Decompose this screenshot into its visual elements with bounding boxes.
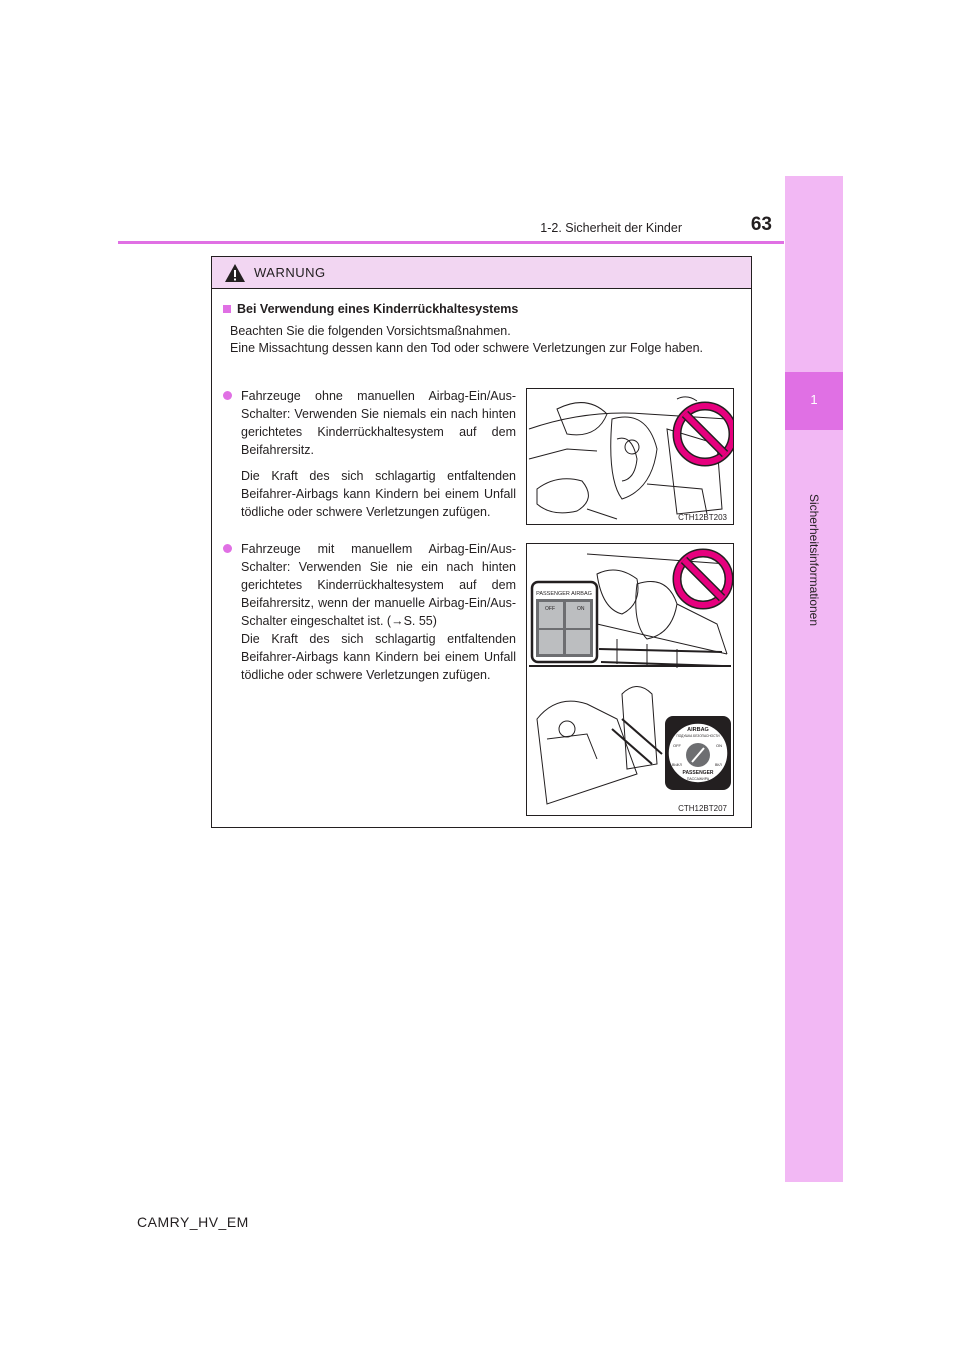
on-ru-label: ВКЛ (715, 763, 722, 767)
warning-item-2-text: Fahrzeuge mit manuellem Airbag-Ein/Aus-Schalter: Verwenden Sie nie ein nach hinten gerichtetes Kinderrückhaltesystem auf dem Beifahrersitz, wenn der manuelle Airbag-Ein/Aus-Schalter eingeschaltet ist. (→S. 55) Die Kraft des sich schlagartig entfaltenden Beifahrer-Airbags kann Kindern bei einem Unfall tödliche oder schwere Verletzungen zufügen. (241, 542, 516, 682)
switch-on-label: ON (716, 743, 722, 748)
figure-rear-facing-seat-airbag (526, 388, 734, 525)
model-code: CAMRY_HV_EM (137, 1214, 249, 1230)
off-label: OFF (545, 606, 555, 612)
airbag-switch-inset (665, 716, 731, 790)
warning-subheading (223, 302, 518, 316)
warning-header (212, 257, 751, 289)
section-title: 1-2. Sicherheit der Kinder (540, 221, 682, 235)
round-bullet-icon (223, 544, 232, 553)
figure-manual-airbag-switch (526, 543, 734, 816)
switch-off-label: OFF (673, 743, 681, 748)
passenger-ru-label: ПАССАЖИРА (686, 777, 710, 781)
off-ru-label: ВЫКЛ (672, 763, 682, 767)
passenger-airbag-indicator (532, 582, 597, 662)
warning-item-1 (223, 387, 516, 521)
warning-intro: Beachten Sie die folgenden Vorsichtsmaßnahmen. Eine Missachtung dessen kann den Tod oder schwere Verletzungen zur Folge haben. (230, 324, 703, 355)
chapter-side-tab (785, 176, 843, 1182)
airbag-ru-label: ПОДУШКА БЕЗОПАСНОСТИ (676, 734, 720, 738)
figure-1-code: CTH12BT203 (678, 513, 727, 522)
warning-title: WARNUNG (254, 265, 326, 280)
chapter-title-vertical: Sicherheitsinformationen (807, 493, 821, 627)
page-number: 63 (750, 214, 772, 235)
chapter-number-tab: 1 (785, 372, 843, 430)
round-bullet-icon (223, 391, 232, 400)
header-rule (118, 241, 784, 244)
warning-item-2 (223, 540, 516, 684)
on-label: ON (577, 606, 585, 612)
passenger-airbag-label: PASSENGER AIRBAG (536, 591, 592, 597)
warning-item-1-note: Die Kraft des sich schlagartig entfaltenden Beifahrer-Airbags kann Kindern bei einem Unfall tödliche oder schwere Verletzungen zufügen. (241, 469, 516, 519)
square-bullet-icon (223, 305, 231, 313)
warning-subheading-text: Bei Verwendung eines Kinderrückhaltesystems (237, 302, 519, 316)
airbag-label: AIRBAG (687, 727, 709, 733)
prohibition-icon (677, 553, 729, 605)
warning-item-1-text: Fahrzeuge ohne manuellen Airbag-Ein/Aus-Schalter: Verwenden Sie niemals ein nach hinten gerichtetes Kinderrückhaltesystem auf dem Beifahrersitz. (241, 389, 516, 457)
warning-box (211, 256, 752, 828)
passenger-label: PASSENGER (682, 770, 714, 776)
warning-triangle-icon (224, 263, 246, 288)
figure-2-code: CTH12BT207 (678, 804, 727, 813)
